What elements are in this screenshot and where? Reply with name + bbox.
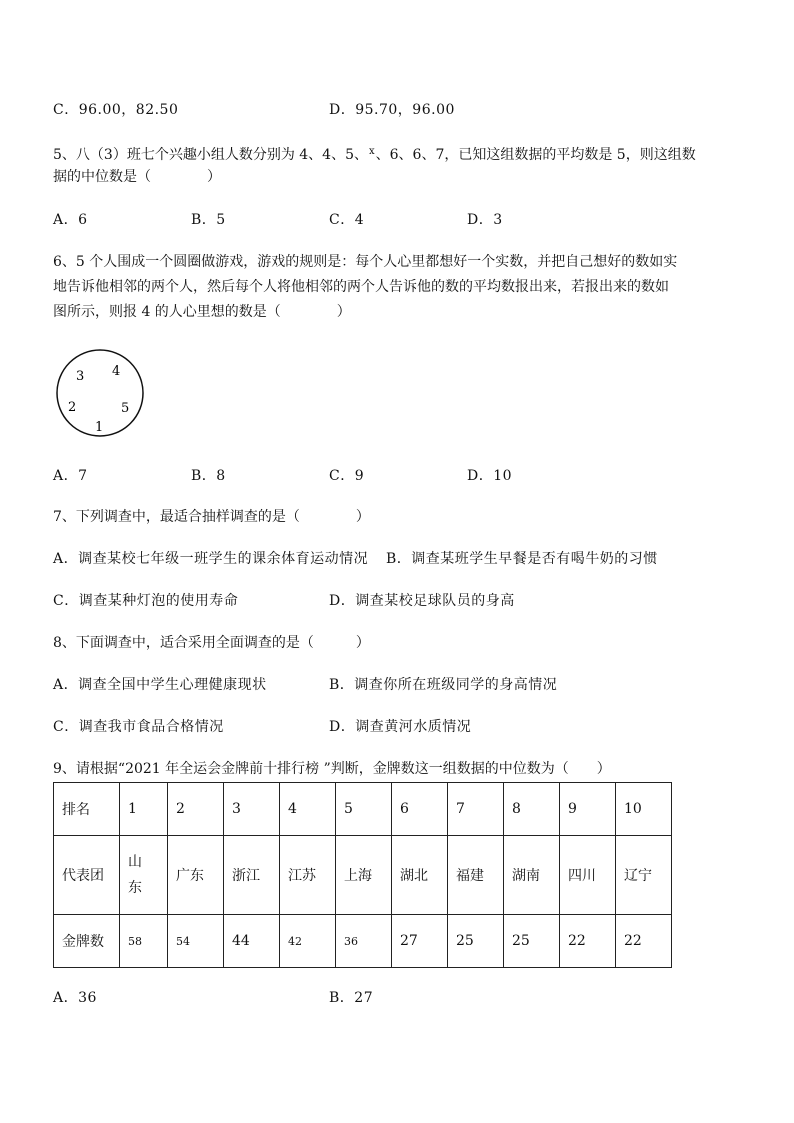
gold-medal-table [53, 782, 672, 968]
q9-option-a: A．36 [53, 990, 97, 1006]
q4-option-c: C．96.00，82.50 [53, 102, 179, 118]
team-cell: 辽宁 [616, 836, 672, 915]
q6-stem-line1: 6、5 个人围成一个圆圈做游戏，游戏的规则是：每个人心里都想好一个实数，并把自己想好的数如实 [53, 254, 678, 270]
q5-stem-line1: 5、八（3）班七个兴趣小组人数分别为 4、4、5、$^x$、6、6、7，已知这组数据的平均数是 5，则这组数 [53, 146, 696, 163]
q8-option-c: C．调查我市食品合格情况 [53, 719, 224, 735]
q6-stem-line3: 图所示，则报 4 的人心里想的数是（ ） [53, 304, 351, 320]
team-cell: 湖南 [504, 836, 560, 915]
q5-option-c: C．4 [329, 212, 365, 228]
gold-cell: 44 [224, 915, 280, 968]
table-row-gold [54, 915, 672, 968]
q5-option-d: D．3 [467, 212, 503, 228]
q7-option-d: D．调查某校足球队员的身高 [329, 593, 515, 609]
row-label-team: 代表团 [54, 836, 120, 915]
team-cell: 福建 [448, 836, 504, 915]
gold-cell: 22 [616, 915, 672, 968]
rank-cell: 6 [392, 783, 448, 836]
rank-cell: 4 [280, 783, 336, 836]
rank-cell: 5 [336, 783, 392, 836]
q8-option-a: A．调查全国中学生心理健康现状 [53, 677, 267, 693]
q6-circle-number: 5 [121, 401, 130, 416]
q6-option-c: C．9 [329, 468, 365, 484]
gold-cell: 27 [392, 915, 448, 968]
q7-option-a: A．调查某校七年级一班学生的课余体育运动情况 [53, 551, 369, 567]
rank-cell: 9 [560, 783, 616, 836]
gold-cell: 25 [504, 915, 560, 968]
rank-cell: 8 [504, 783, 560, 836]
gold-cell: 42 [280, 915, 336, 968]
table-row-team [54, 836, 672, 915]
rank-cell: 7 [448, 783, 504, 836]
q7-option-b: B．调查某班学生早餐是否有喝牛奶的习惯 [386, 551, 658, 567]
q9-stem: 9、请根据“2021 年全运会金牌前十排行榜 ”判断，金牌数这一组数据的中位数为（ ） [53, 761, 611, 777]
row-label-gold: 金牌数 [54, 915, 120, 968]
q5-option-b: B．5 [191, 212, 226, 228]
q6-circle-number: 1 [95, 420, 104, 435]
row-label-rank: 排名 [54, 783, 120, 836]
gold-cell: 36 [336, 915, 392, 968]
gold-cell: 58 [120, 915, 168, 968]
team-cell: 上海 [336, 836, 392, 915]
q6-stem-line2: 地告诉他相邻的两个人，然后每个人将他相邻的两个人告诉他的数的平均数报出来，若报出来的数如 [53, 279, 669, 295]
rank-cell: 10 [616, 783, 672, 836]
q6-option-b: B．8 [191, 468, 226, 484]
rank-cell: 3 [224, 783, 280, 836]
q6-option-d: D．10 [467, 468, 513, 484]
rank-cell: 2 [168, 783, 224, 836]
q8-option-d: D．调查黄河水质情况 [329, 719, 472, 735]
team-cell: 江苏 [280, 836, 336, 915]
gold-cell: 54 [168, 915, 224, 968]
team-cell: 浙江 [224, 836, 280, 915]
q7-stem: 7、下列调查中，最适合抽样调查的是（ ） [53, 509, 370, 525]
q4-option-d: D．95.70，96.00 [329, 102, 455, 118]
gold-cell: 25 [448, 915, 504, 968]
q7-option-c: C．调查某种灯泡的使用寿命 [53, 593, 239, 609]
q5-option-a: A．6 [53, 212, 88, 228]
q5-variable-x: x [369, 146, 375, 157]
q8-option-b: B．调查你所在班级同学的身高情况 [329, 677, 558, 693]
team-cell: 广东 [168, 836, 224, 915]
q6-circle-figure [50, 343, 150, 443]
team-cell: 山 东 [120, 836, 168, 915]
q9-option-b: B．27 [329, 990, 374, 1006]
q6-circle-number: 4 [112, 364, 121, 379]
gold-cell: 22 [560, 915, 616, 968]
team-cell: 四川 [560, 836, 616, 915]
table-row-rank [54, 783, 672, 836]
q8-stem: 8、下面调查中，适合采用全面调查的是（ ） [53, 635, 370, 651]
q6-circle-number: 3 [76, 369, 85, 384]
team-cell: 湖北 [392, 836, 448, 915]
q6-circle-number: 2 [68, 400, 77, 415]
q5-stem-line2: 据的中位数是（ ） [53, 169, 221, 185]
q6-option-a: A．7 [53, 468, 88, 484]
rank-cell: 1 [120, 783, 168, 836]
